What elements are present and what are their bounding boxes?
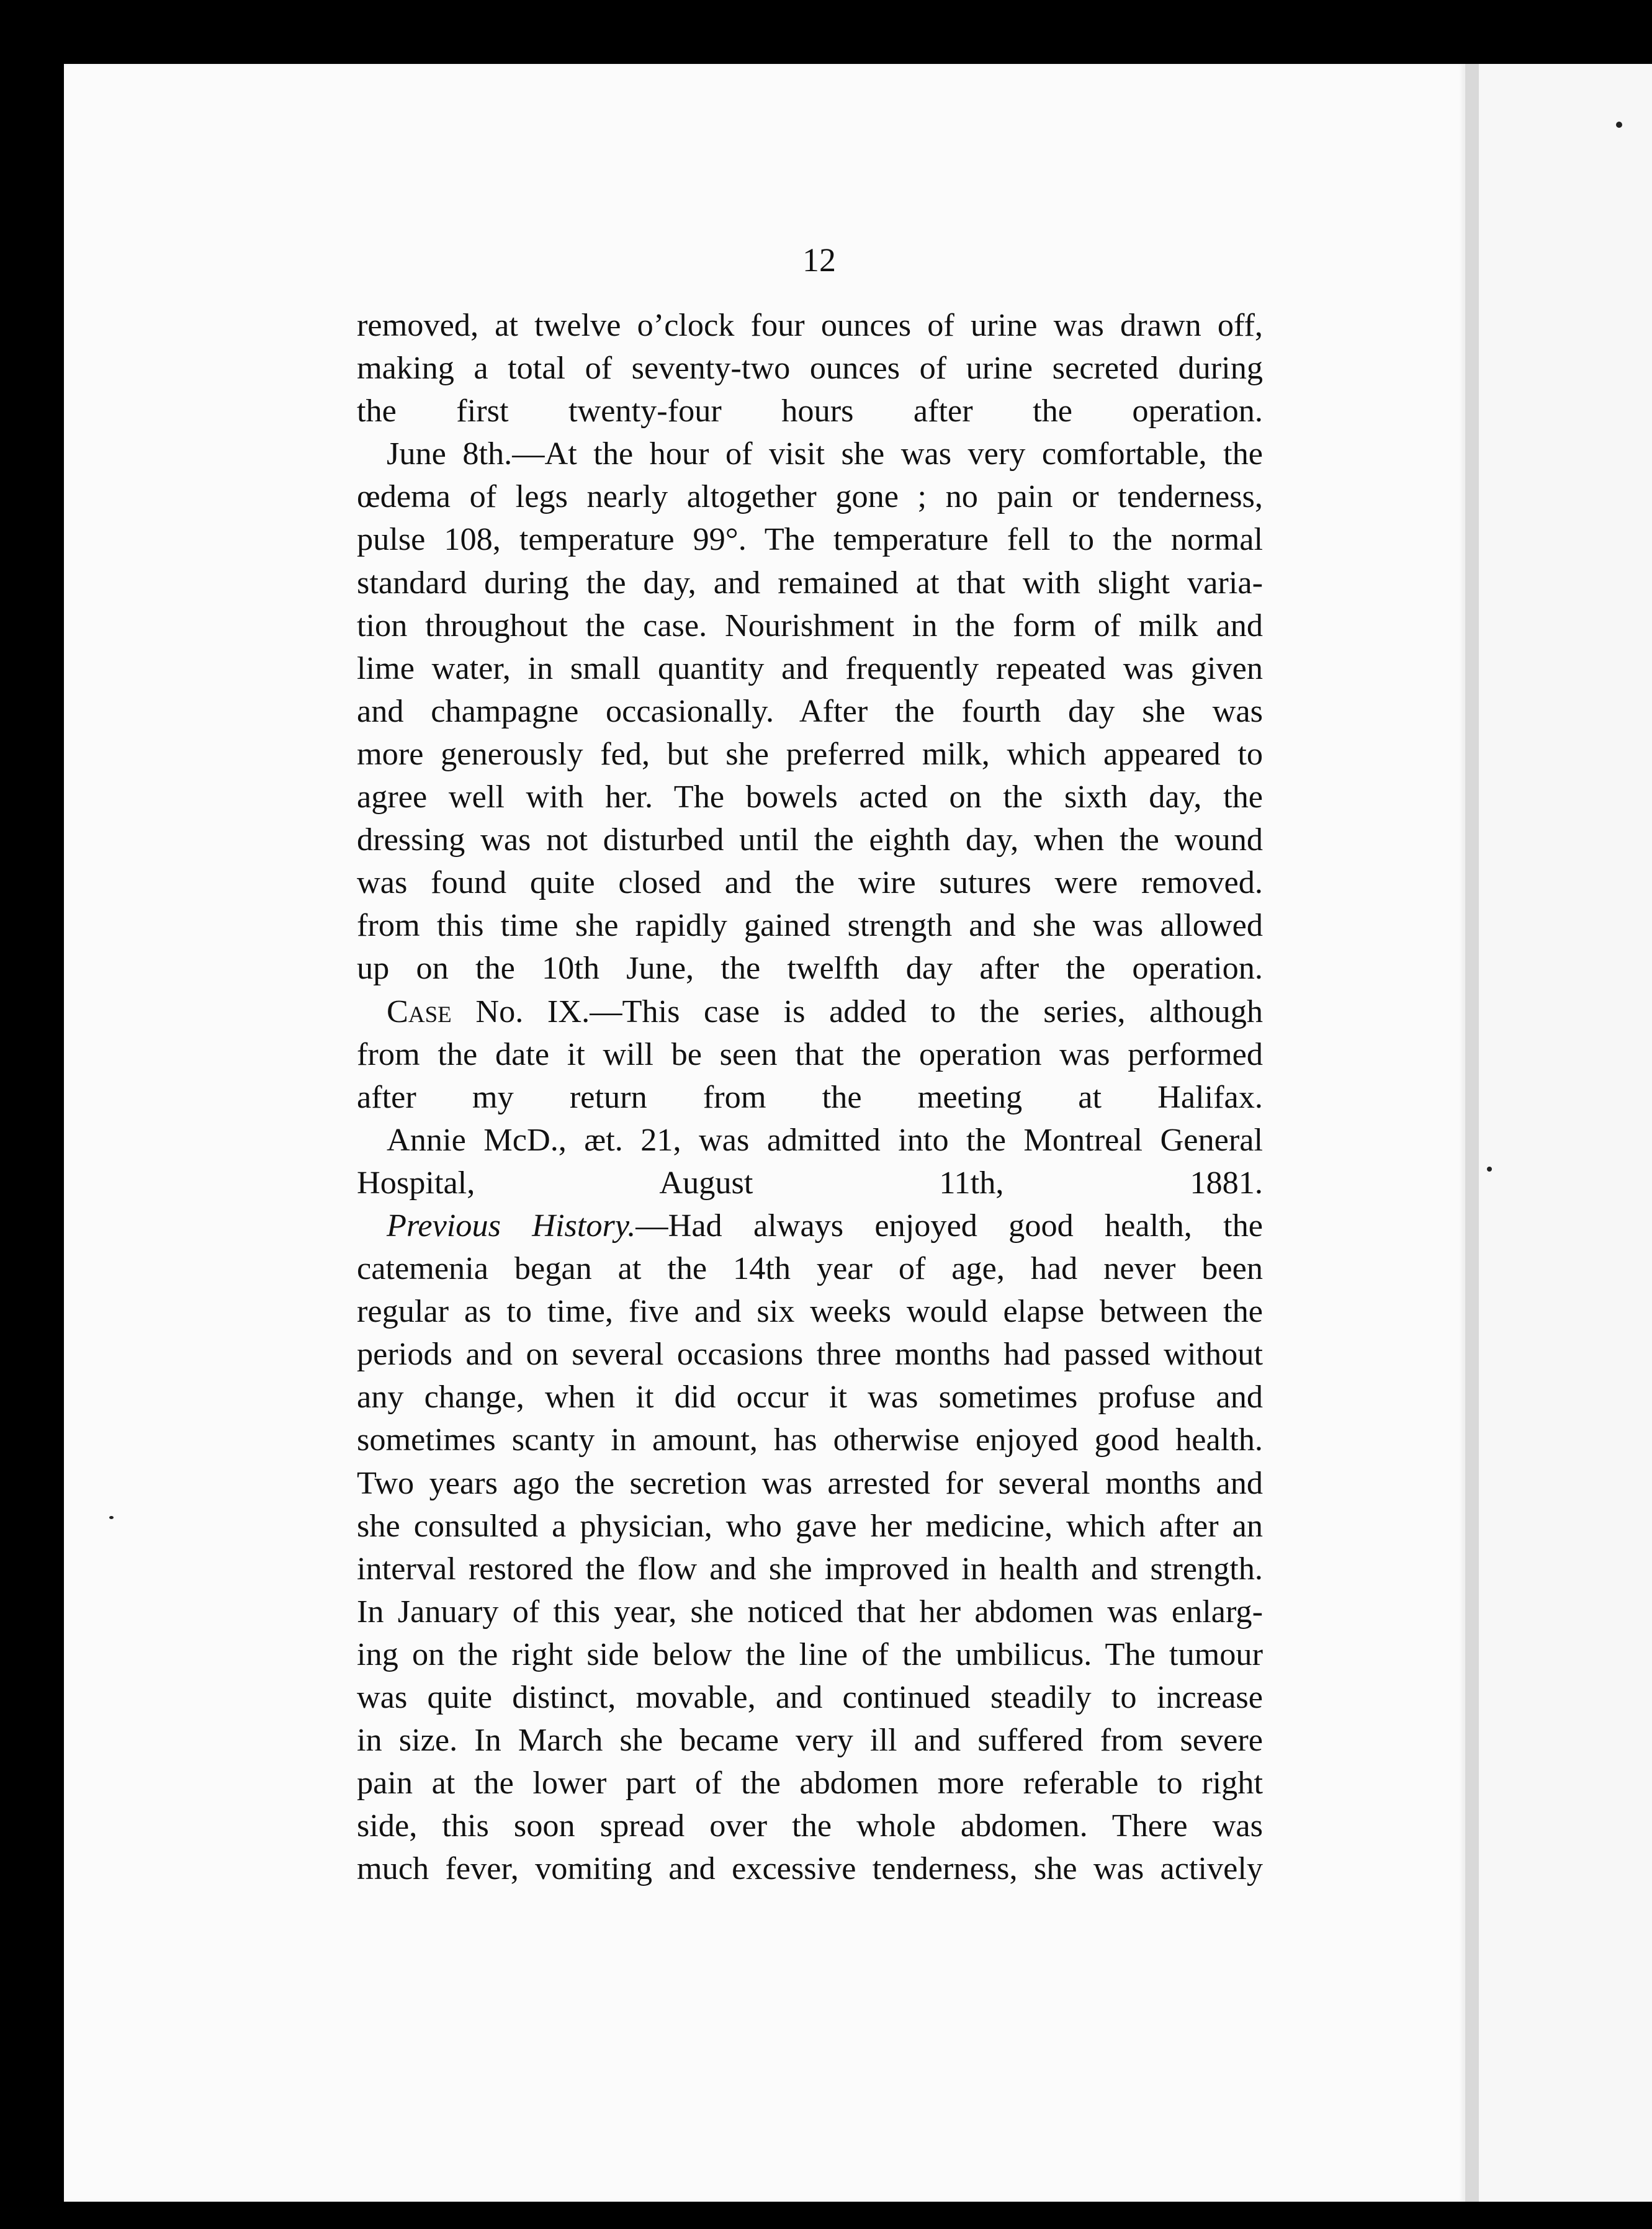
text-line: more generously fed, but she preferred milk, which appeared to (357, 735, 1263, 772)
text-line: any change, when it did occur it was sometimes profuse and (357, 1379, 1263, 1415)
text-line: the first twenty-four hours after the operation. (357, 393, 1263, 429)
text-line: up on the 10th June, the twelfth day after the operation. (357, 950, 1263, 987)
section-heading: Previous History. (387, 1207, 636, 1244)
text-line: side, this soon spread over the whole abdomen. There was (357, 1808, 1263, 1844)
text-line: she consulted a physician, who gave her medicine, which after an (357, 1507, 1263, 1544)
case-label: Case (387, 993, 452, 1029)
text-line: removed, at twelve o’clock four ounces of urine was drawn off, (357, 307, 1263, 343)
text-line: Annie McD., æt. 21, was admitted into the Montreal General (387, 1121, 1263, 1158)
scan-speck (1616, 122, 1622, 128)
text-line: catemenia began at the 14th year of age, had never been (357, 1250, 1263, 1287)
paragraph-2 (357, 433, 1263, 990)
text-line: in size. In March she became very ill and suffered from severe (357, 1722, 1263, 1759)
paragraph-4 (357, 1119, 1263, 1204)
page-number: 12 (802, 241, 836, 279)
text-line: In January of this year, she noticed that her abdomen was enlarg- (357, 1593, 1263, 1630)
page-gutter (1465, 64, 1479, 2202)
text-line: and champagne occasionally. After the fourth day she was (357, 693, 1263, 729)
scan-speck (1487, 1167, 1492, 1172)
text-line: No. IX.—This case is added to the series, although (451, 993, 1263, 1029)
adjacent-page-edge (1479, 64, 1652, 2202)
text-line: was found quite closed and the wire sutures were removed. (357, 864, 1263, 901)
text-line: œdema of legs nearly altogether gone ; no pain or tenderness, (357, 478, 1263, 515)
text-line: regular as to time, five and six weeks would elapse between the (357, 1293, 1263, 1330)
paragraph-1 (357, 304, 1263, 433)
text-line: pulse 108, temperature 99°. The temperature fell to the normal (357, 521, 1263, 558)
text-line: tion throughout the case. Nourishment in the form of milk and (357, 607, 1263, 644)
text-line: pain at the lower part of the abdomen more referable to right (357, 1765, 1263, 1801)
text-line: standard during the day, and remained at that with slight varia- (357, 564, 1263, 601)
text-line: dressing was not disturbed until the eighth day, when the wound (357, 822, 1263, 858)
text-line: was quite distinct, movable, and continued steadily to increase (357, 1679, 1263, 1715)
paragraph-3 (357, 990, 1263, 1119)
text-line: Hospital, August 11th, 1881. (357, 1164, 1263, 1201)
scan-speck (109, 1516, 114, 1519)
text-line: after my return from the meeting at Halifax. (357, 1079, 1263, 1115)
text-line: much fever, vomiting and excessive tenderness, she was actively (357, 1850, 1263, 1887)
text-line: June 8th.—At the hour of visit she was very comfortable, the (387, 436, 1263, 472)
text-line: making a total of seventy-two ounces of urine secreted during (357, 350, 1263, 387)
text-line: interval restored the flow and she improved in health and strength. (357, 1550, 1263, 1587)
text-line: Two years ago the secretion was arrested for several months and (357, 1464, 1263, 1501)
paragraph-5 (357, 1204, 1263, 1891)
text-line: agree well with her. The bowels acted on the sixth day, the (357, 779, 1263, 815)
text-line: from this time she rapidly gained strength and she was allowed (357, 907, 1263, 944)
text-line: from the date it will be seen that the operation was performed (357, 1036, 1263, 1072)
text-line: lime water, in small quantity and frequently repeated was given (357, 650, 1263, 686)
body-text (357, 304, 1263, 1890)
text-line: —Had always enjoyed good health, the (635, 1207, 1263, 1244)
text-line: sometimes scanty in amount, has otherwise enjoyed good health. (357, 1422, 1263, 1458)
text-line: ing on the right side below the line of the umbilicus. The tumour (357, 1636, 1263, 1672)
text-line: periods and on several occasions three months had passed without (357, 1336, 1263, 1373)
